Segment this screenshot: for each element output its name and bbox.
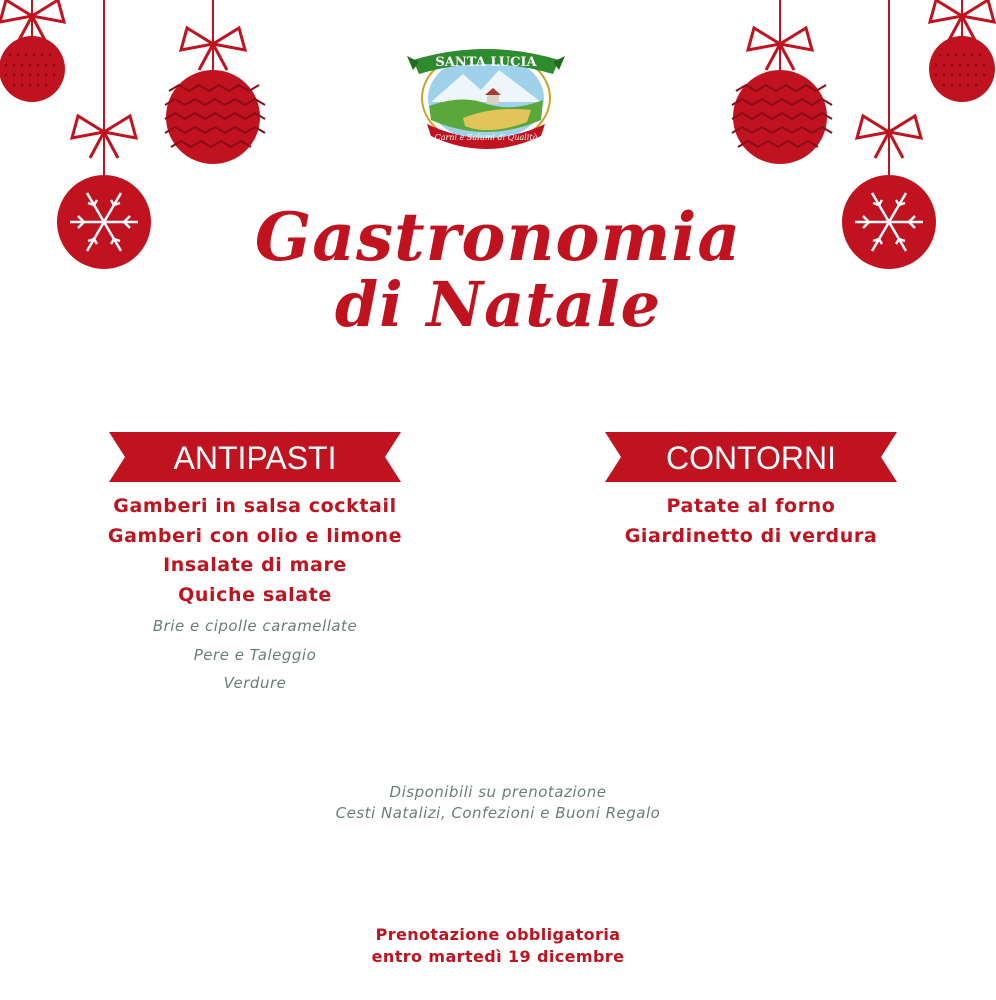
list-item: Giardinetto di verdura xyxy=(624,524,878,547)
sub-list-item: Pere e Taleggio xyxy=(193,645,317,664)
antipasti-ribbon xyxy=(109,432,401,482)
title-line-1: Gastronomia xyxy=(254,198,742,276)
contorni-heading: CONTORNI xyxy=(665,440,837,476)
reservation-required-text: Prenotazione obbligatoria xyxy=(375,925,621,944)
gift-options-note: Cesti Natalizi, Confezioni e Buoni Regalo xyxy=(335,804,661,822)
ornament-right-zigzag xyxy=(732,0,832,164)
contorni-ribbon xyxy=(605,432,897,482)
antipasti-heading: ANTIPASTI xyxy=(173,440,337,476)
reservation-deadline-text: entro martedì 19 dicembre xyxy=(371,947,625,966)
list-item: Patate al forno xyxy=(666,495,836,517)
ornament-left-zigzag xyxy=(165,0,265,164)
list-item: Insalate di mare xyxy=(163,554,347,576)
contorni-list xyxy=(556,492,946,551)
sub-list-item: Brie e cipolle caramellate xyxy=(152,617,358,635)
santa-lucia-logo xyxy=(403,40,569,150)
ornament-right-small xyxy=(929,0,995,102)
list-item: Gamberi con olio e limone xyxy=(107,524,403,547)
logo-tagline-text: Carni e Salumi di Qualità xyxy=(434,133,538,142)
antipasti-list xyxy=(60,492,450,698)
list-item: Quiche salate xyxy=(178,583,332,606)
quiche-sub-list xyxy=(60,612,450,698)
list-item: Gamberi in salsa cocktail xyxy=(113,495,397,517)
availability-note: Disponibili su prenotazione xyxy=(389,783,607,801)
logo-brand-text: SANTA LUCIA xyxy=(435,55,537,70)
title-line-2: di Natale xyxy=(334,268,662,341)
ornament-left-small xyxy=(0,0,65,102)
sub-list-item: Verdure xyxy=(223,674,287,692)
